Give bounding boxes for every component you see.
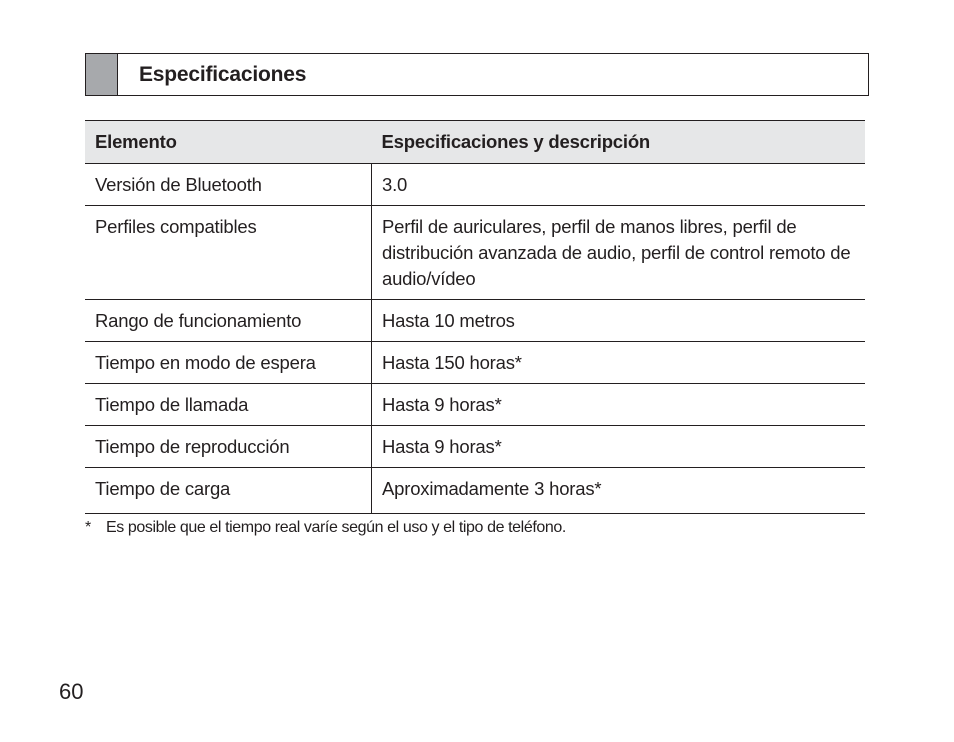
cell-spec: Hasta 150 horas* bbox=[372, 342, 866, 384]
cell-spec: 3.0 bbox=[372, 164, 866, 206]
cell-item: Rango de funcionamiento bbox=[85, 300, 372, 342]
cell-spec: Aproximadamente 3 horas* bbox=[372, 468, 866, 514]
cell-spec: Hasta 9 horas* bbox=[372, 384, 866, 426]
header-item: Elemento bbox=[85, 121, 372, 164]
footnote-mark: * bbox=[85, 519, 91, 536]
cell-spec: Hasta 9 horas* bbox=[372, 426, 866, 468]
specifications-table bbox=[85, 120, 865, 514]
footnote bbox=[85, 519, 566, 537]
cell-spec: Hasta 10 metros bbox=[372, 300, 866, 342]
table-row bbox=[85, 468, 865, 514]
table-row bbox=[85, 300, 865, 342]
section-header bbox=[85, 53, 869, 96]
section-title: Especificaciones bbox=[139, 62, 307, 86]
table-row bbox=[85, 426, 865, 468]
table-row bbox=[85, 164, 865, 206]
footnote-text: Es posible que el tiempo real varíe según el uso y el tipo de teléfono. bbox=[106, 519, 566, 536]
page-number: 60 bbox=[59, 679, 84, 704]
cell-item: Tiempo en modo de espera bbox=[85, 342, 372, 384]
table-header-row bbox=[85, 121, 865, 164]
table-row bbox=[85, 384, 865, 426]
cell-spec: Perfil de auriculares, perfil de manos libres, perfil de distribución avanzada de audio, perfil de control remoto de audio/vídeo bbox=[372, 206, 866, 300]
table-row bbox=[85, 342, 865, 384]
cell-item: Tiempo de carga bbox=[85, 468, 372, 514]
section-marker bbox=[86, 54, 118, 95]
header-spec: Especificaciones y descripción bbox=[372, 121, 866, 164]
cell-item: Tiempo de reproducción bbox=[85, 426, 372, 468]
cell-item: Versión de Bluetooth bbox=[85, 164, 372, 206]
table-row bbox=[85, 206, 865, 300]
cell-item: Tiempo de llamada bbox=[85, 384, 372, 426]
cell-item: Perfiles compatibles bbox=[85, 206, 372, 300]
